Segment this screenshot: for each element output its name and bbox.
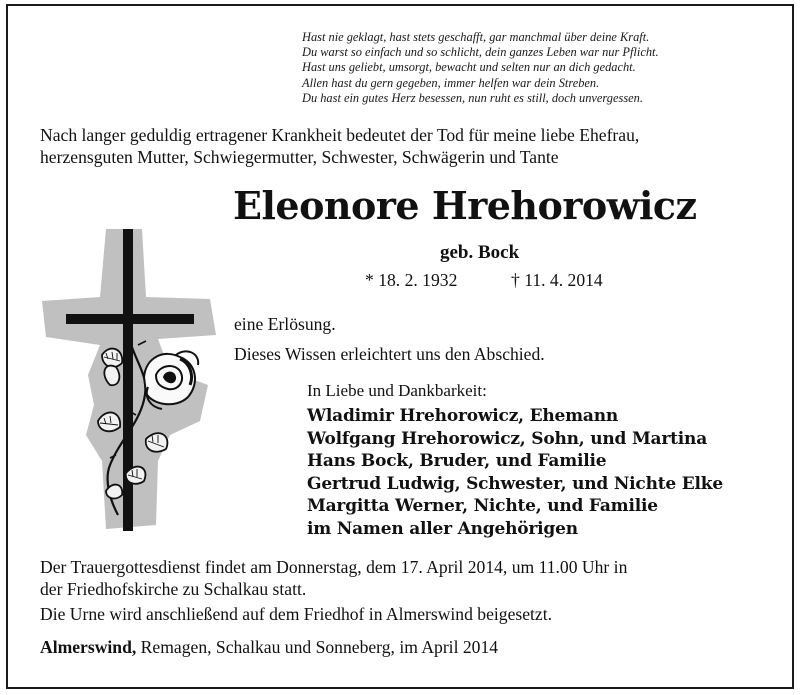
mourners-list xyxy=(307,405,723,541)
closing-place: Almerswind, xyxy=(40,637,137,657)
poem-line: Allen hast du gern gegeben, immer helfen war dein Streben. xyxy=(302,75,600,90)
poem xyxy=(302,30,782,106)
service-notice xyxy=(40,557,780,600)
service-line: Der Trauergottesdienst findet am Donnerstag, dem 17. April 2014, um 11.00 Uhr in xyxy=(40,557,628,577)
poem-line: Hast nie geklagt, hast stets geschafft, gar manchmal über deine Kraft. xyxy=(302,30,650,44)
mourner-entry: Hans Bock, Bruder, und Familie xyxy=(307,451,607,472)
relief-line: eine Erlösung. xyxy=(234,314,336,334)
mourner-entry: Wolfgang Hrehorowicz, Sohn, und Martina xyxy=(307,428,708,449)
poem-line: Du warst so einfach und so schlicht, dein ganzes Leben war nur Pflicht. xyxy=(302,45,659,60)
thanks-heading: In Liebe und Dankbarkeit: xyxy=(307,381,487,400)
mourner-entry: Gertrud Ludwig, Schwester, und Nichte Elke xyxy=(307,473,723,494)
intro-line: herzensguten Mutter, Schwiegermutter, Schwester, Schwägerin und Tante xyxy=(40,147,559,167)
birth-date: * 18. 2. 1932 xyxy=(365,270,458,290)
mourner-entry: Margitta Werner, Nichte, und Familie xyxy=(307,496,658,517)
poem-line: Du hast ein gutes Herz besessen, nun ruht es still, doch unvergessen. xyxy=(302,90,643,105)
service-line: der Friedhofskirche zu Schalkau statt. xyxy=(40,578,307,599)
mourner-entry: im Namen aller Angehörigen xyxy=(307,518,578,539)
mourner-entry: Wladimir Hrehorowicz, Ehemann xyxy=(307,406,619,426)
deceased-name: Eleonore Hrehorowicz xyxy=(233,183,697,228)
poem-line: Hast uns geliebt, umsorgt, bewacht und selten nur an dich gedacht. xyxy=(302,60,636,75)
intro-line: Nach langer geduldig ertragener Krankheit bedeutet der Tod für meine liebe Ehefrau, xyxy=(40,125,640,145)
closing-line xyxy=(40,637,498,658)
death-date: † 11. 4. 2014 xyxy=(511,270,603,290)
cross-with-rose-icon xyxy=(40,225,220,540)
closing-rest: Remagen, Schalkau und Sonneberg, im April 2014 xyxy=(136,637,499,657)
urn-notice: Die Urne wird anschließend auf dem Friedhof in Almerswind beigesetzt. xyxy=(40,604,553,624)
maiden-name: geb. Bock xyxy=(440,242,520,263)
intro-text xyxy=(40,124,780,168)
farewell-line: Dieses Wissen erleichtert uns den Abschied. xyxy=(234,344,545,364)
